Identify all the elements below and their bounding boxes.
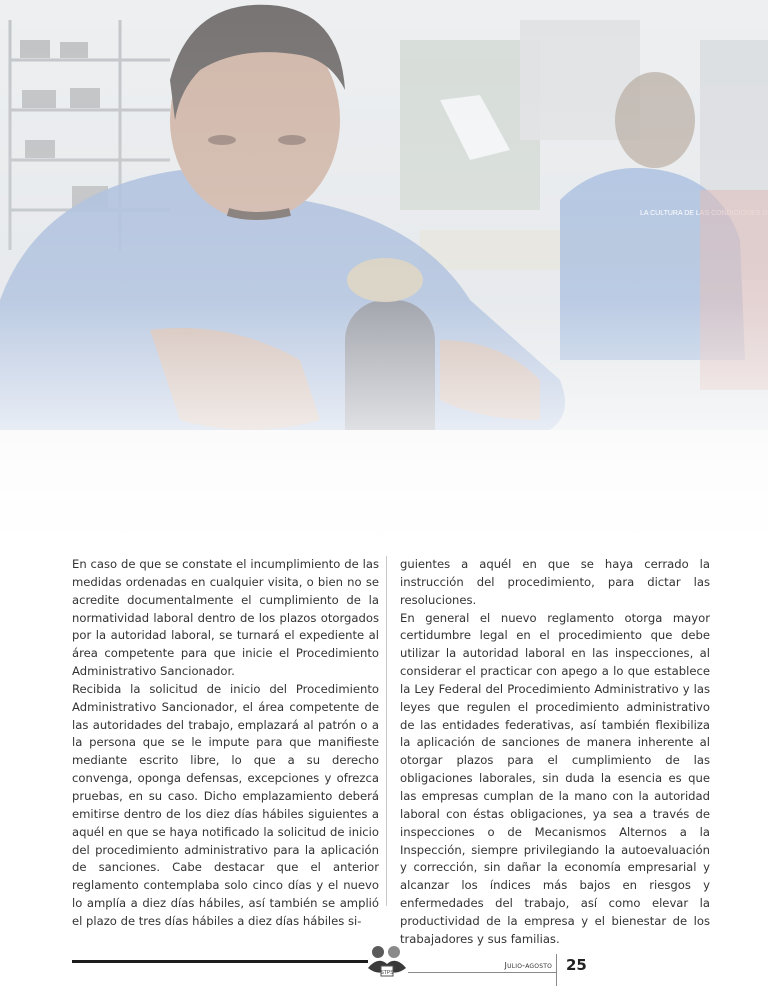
issue-label: Julio-agosto (504, 961, 552, 970)
footer-separator (556, 954, 557, 986)
paragraph: En caso de que se constate el incumplimiento de las medidas ordenadas en cualquier visita, o bien no se acredite documentalmente el cumplimiento de la normatividad laboral dentro de los plazos otorgados por la autoridad laboral, se turnará el expediente al área competente para que inicie el Procedimiento Administrativo Sancionador. (72, 557, 379, 679)
article-left-column (72, 556, 379, 931)
footer-rule-thin (408, 972, 556, 973)
paragraph: guientes a aquél en que se haya cerrado la instrucción del procedimiento, para dictar las resoluciones. (400, 557, 710, 607)
column-divider (386, 556, 387, 906)
footer-rule (72, 960, 368, 963)
stps-logo-icon (364, 942, 410, 980)
paragraph: Recibida la solicitud de inicio del Procedimiento Administrativo Sancionador, el área competente de las autoridades del trabajo, emplazará al patrón o a la persona que se le impute para que manifieste mediante escrito libre, lo que a su derecho convenga, oponga defensas, excepciones y ofrezca pruebas, en su caso. Dicho emplazamiento deberá emitirse dentro de los diez días hábiles siguientes a aquél en que se haya notificado la solicitud de inicio del procedimiento administrativo para la aplicación de sanciones. Cabe destacar que el anterior reglamento contemplaba solo cinco días y el nuevo lo amplía a diez días hábiles, así también se amplió el plazo de tres días hábiles a diez días hábiles si- (72, 681, 379, 928)
paragraph: En general el nuevo reglamento otorga mayor certidumbre legal en el procedimiento que debe utilizar la autoridad laboral en las inspecciones, al considerar el practicar con apego a lo que establece la Ley Federal del Procedimiento Administrativo y las leyes que regulen el procedimiento administrativo de las entidades federativas, así también flexibiliza la aplicación de sanciones de manera inherente al otorgar plazos para el cumplimiento de las obligaciones laborales, sin duda la esencia es que las empresas cumplan de la mano con la autoridad laboral con éstas obligaciones, ya sea a través de inspecciones o de Mecanismos Alternos a la Inspección, siempre privilegiando la autoevaluación y corrección, sin dañar la economía empresarial y alcanzar los índices más bajos en riesgos y enfermedades del trabajo, así como elevar la productividad de la empresa y el bienestar de los trabajadores y sus familias. (400, 610, 710, 946)
article-right-column (400, 556, 710, 949)
svg-text:STPS: STPS (380, 970, 394, 976)
page-number: 25 (566, 956, 587, 974)
